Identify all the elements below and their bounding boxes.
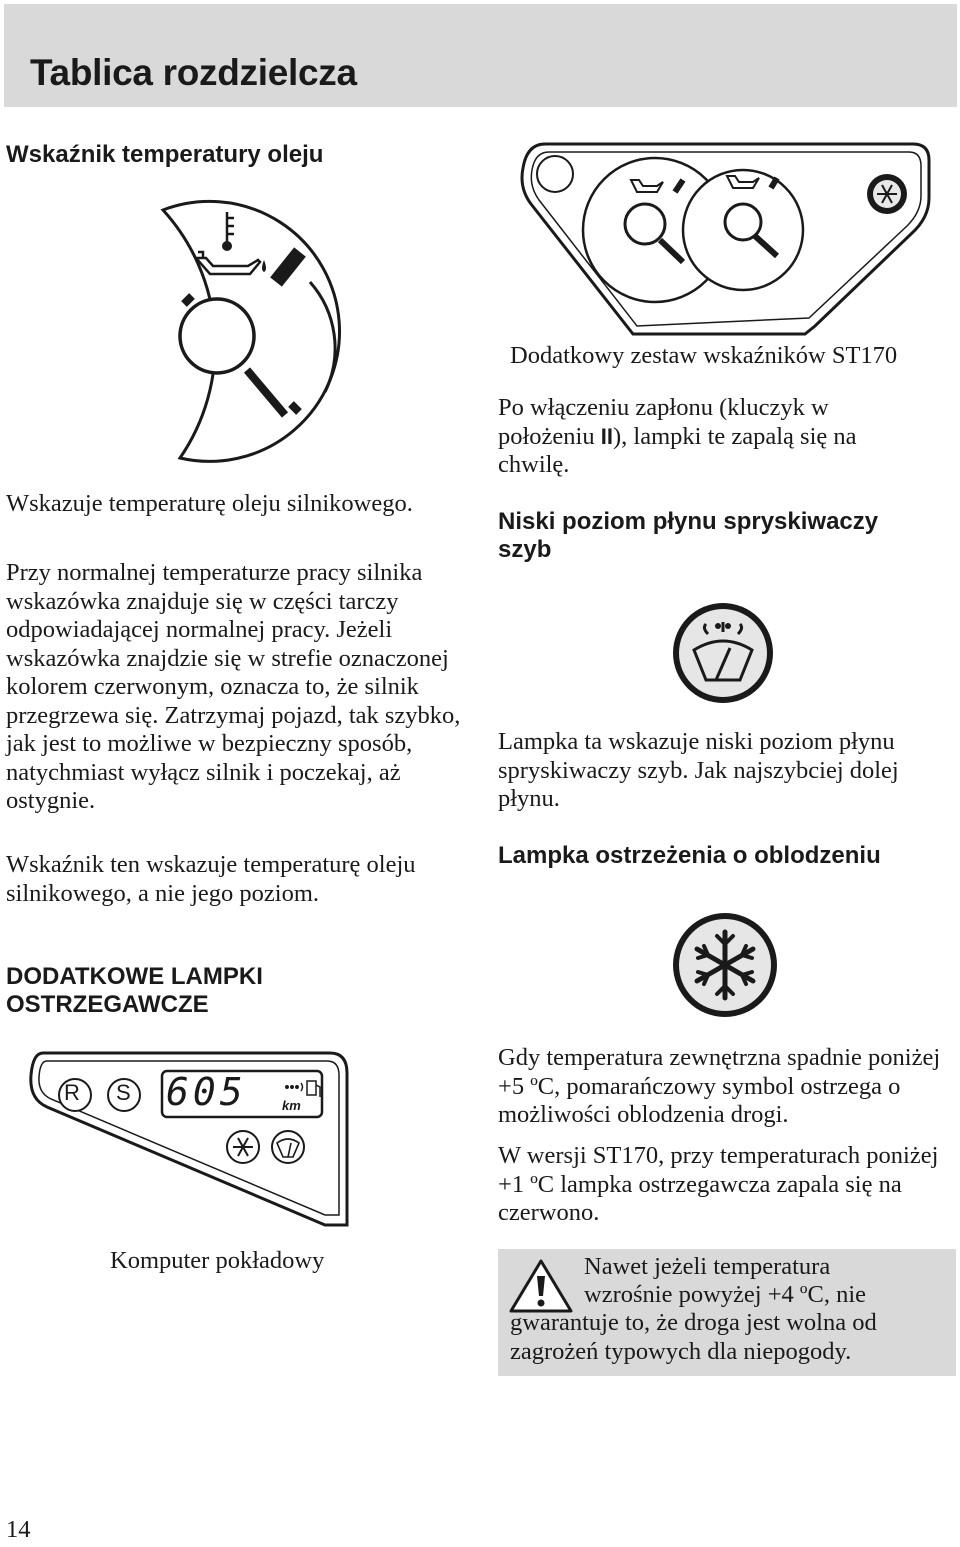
washer-fluid-icon [668,598,778,708]
computer-caption: Komputer pokładowy [110,1247,325,1274]
washer-heading-line2: szyb [498,536,552,563]
st170-paragraph-a: Po włączeniu zapłonu (kluczyk w położeniu [498,394,829,450]
extra-lamps-heading-line2: OSTRZEGAWCZE [6,991,209,1018]
frost-paragraph-1: Gdy temperatura zewnętrzna spadnie poniżej +5 ºC, pomarańczowy symbol ostrzega o możliwości oblodzenia drogi. [498,1044,941,1128]
extra-lamps-heading-line1: DODATKOWE LAMPKI [6,963,263,990]
warning-line-2: wzrośnie powyżej +4 ºC, nie [584,1281,867,1308]
key-position: II [600,423,613,449]
washer-heading [498,508,878,564]
frost-heading: Lampka ostrzeżenia o oblodzeniu [498,842,881,869]
r-lamp-label: R [64,1080,80,1105]
st170-paragraph-b: ), lampki te zapalą się na chwilę. [498,422,857,478]
oil-temperature-heading: Wskaźnik temperatury oleju [6,141,324,168]
warning-rest: gwarantuje to, że droga jest wolna od zagrożeń typowych dla niepogody. [510,1309,877,1365]
computer-washer-lamp-icon [272,1131,304,1163]
st170-gauge-cluster-icon [515,138,935,338]
oil-paragraph-2: Przy normalnej temperaturze pracy silnika wskazówka znajduje się w części tarczy odpowiadającej normalnej pracy. Jeżeli wskazówka znajdzie się w strefie oznaczonej kolorem czerwonym, oznacza to, że silnik przegrzewa się. Zatrzymaj pojazd, tak szybko, jak jest to możliwe w bezpieczny sposób, natychmiast wyłącz silnik i poczekaj, aż ostygnie. [6,559,461,814]
s-lamp-label: S [116,1080,131,1105]
page-title: Tablica rozdzielcza [30,52,357,93]
oil-paragraph-3: Wskaźnik ten wskazuje temperaturę oleju silnikowego, a nie jego poziom. [6,851,416,907]
page-number: 14 [6,1516,31,1543]
warning-triangle-icon [508,1258,574,1314]
washer-heading-line1: Niski poziom płynu spryskiwaczy [498,508,879,535]
display-unit: km [282,1098,301,1113]
oil-temperature-gauge-icon [100,200,370,480]
oil-paragraph-1: Wskazuje temperaturę oleju silnikowego. [6,490,413,517]
warning-line-1: Nawet jeżeli temperatura [584,1253,831,1280]
washer-text: Lampka ta wskazuje niski poziom płynu spryskiwaczy szyb. Jak najszybciej dolej płynu. [498,728,899,812]
frost-warning-icon [668,908,783,1023]
st170-paragraph [498,394,928,480]
extra-lamps-heading [6,963,263,1019]
display-value: 605 [166,1070,247,1114]
st170-caption: Dodatkowy zestaw wskaźników ST170 [510,342,898,369]
frost-paragraph-2: W wersji ST170, przy temperaturach poniżej +1 ºC lampka ostrzegawcza zapala się na czerwono. [498,1142,939,1226]
